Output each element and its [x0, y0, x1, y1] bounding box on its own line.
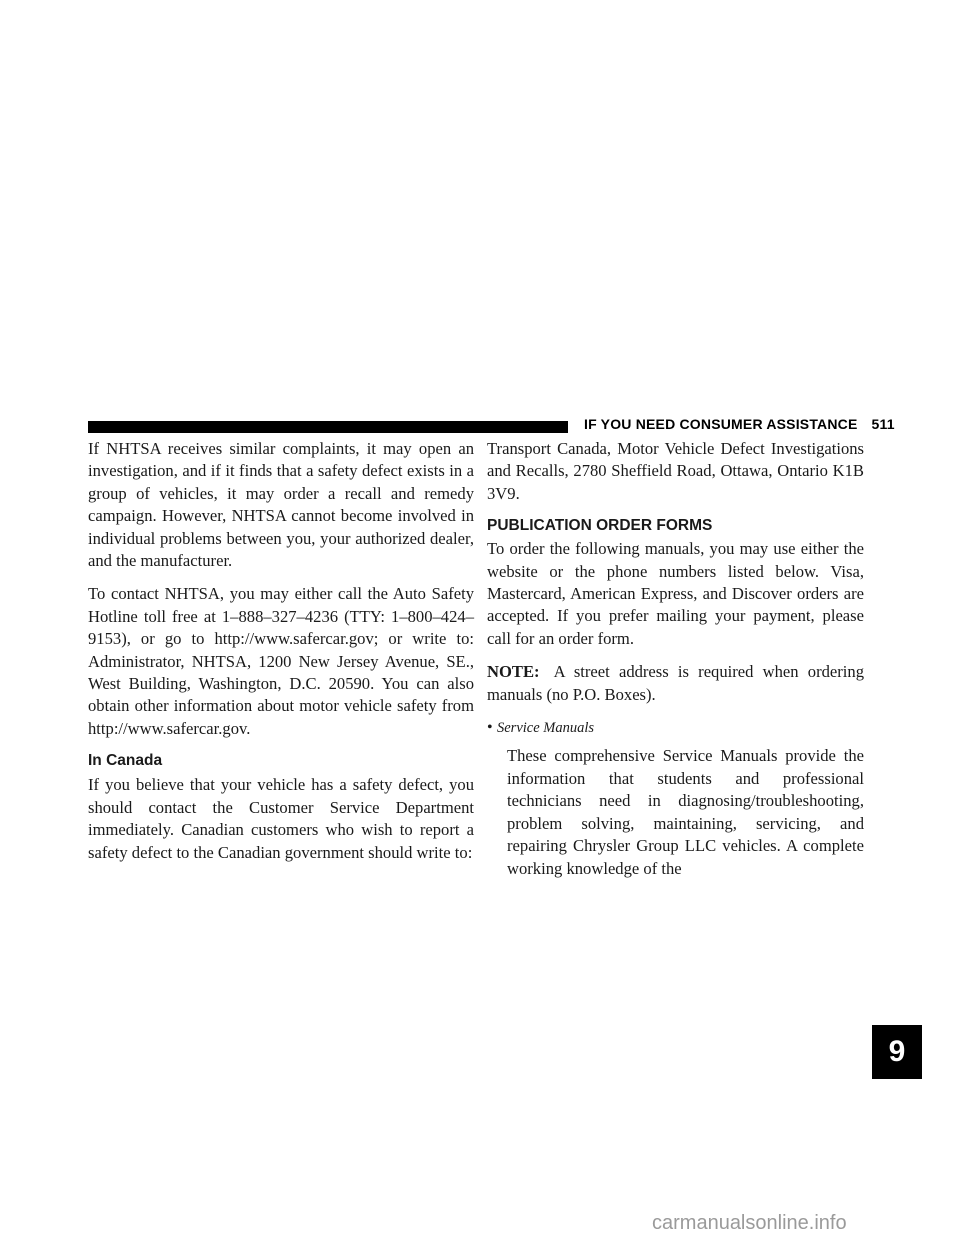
- section-heading-publication-order-forms: PUBLICATION ORDER FORMS: [487, 517, 713, 535]
- paragraph-service-manuals: These comprehensive Service Manuals provide the information that students and professional technicians need in diagnosing/troubleshooting, problem solving, maintaining, servicing, and repairing Chrysler Group LLC vehicles. A complete working knowledge of the: [507, 746, 864, 878]
- subheading-in-canada: In Canada: [88, 752, 163, 770]
- bullet-service-manuals: [487, 717, 864, 739]
- paragraph-contact-nhtsa: To contact NHTSA, you may either call the Auto Safety Hotline toll free at 1–888–327–4236 (TTY: 1–800–424–9153), or go to http://www.safercar.gov; or write to: Administrator, NHTSA, 1200 New Jersey Avenue, SE., West Building, Washington, D.C. 20590. You can also obtain other information about motor vehicle safety from http://www.safercar.gov.: [88, 584, 474, 738]
- page-number: 511: [871, 416, 895, 432]
- note-label: NOTE:: [487, 662, 540, 682]
- paragraph-transport-canada: Transport Canada, Motor Vehicle Defect Investigations and Recalls, 2780 Sheffield Road, Ottawa, Ontario K1B 3V9.: [487, 439, 864, 503]
- note-paragraph: [487, 661, 864, 706]
- header-bar: [88, 421, 568, 433]
- running-header: [584, 416, 895, 432]
- header-title: IF YOU NEED CONSUMER ASSISTANCE: [584, 416, 858, 432]
- note-text: A street address is required when ordering manuals (no P.O. Boxes).: [487, 662, 864, 704]
- bullet-label: Service Manuals: [497, 720, 595, 737]
- chapter-tab: 9: [872, 1025, 922, 1079]
- watermark: carmanualsonline.info: [652, 1212, 847, 1234]
- paragraph-canada-defect: If you believe that your vehicle has a safety defect, you should contact the Customer Service Department immediately. Canadian customers who wish to report a safety defect to the Canadian government should write to:: [88, 775, 474, 862]
- bullet-icon: •: [487, 719, 493, 737]
- left-column: [88, 438, 474, 875]
- paragraph-nhtsa-complaints: If NHTSA receives similar complaints, it may open an investigation, and if it finds that a safety defect exists in a group of vehicles, it may order a recall and remedy campaign. However, NHTSA cannot become involved in individual problems between you, your authorized dealer, and the manufacturer.: [88, 439, 474, 571]
- right-column: [487, 438, 864, 891]
- paragraph-order-manuals: To order the following manuals, you may use either the website or the phone numbers listed below. Visa, Mastercard, American Express, and Discover orders are accepted. If you prefer mailing your payment, please call for an order form.: [487, 539, 864, 648]
